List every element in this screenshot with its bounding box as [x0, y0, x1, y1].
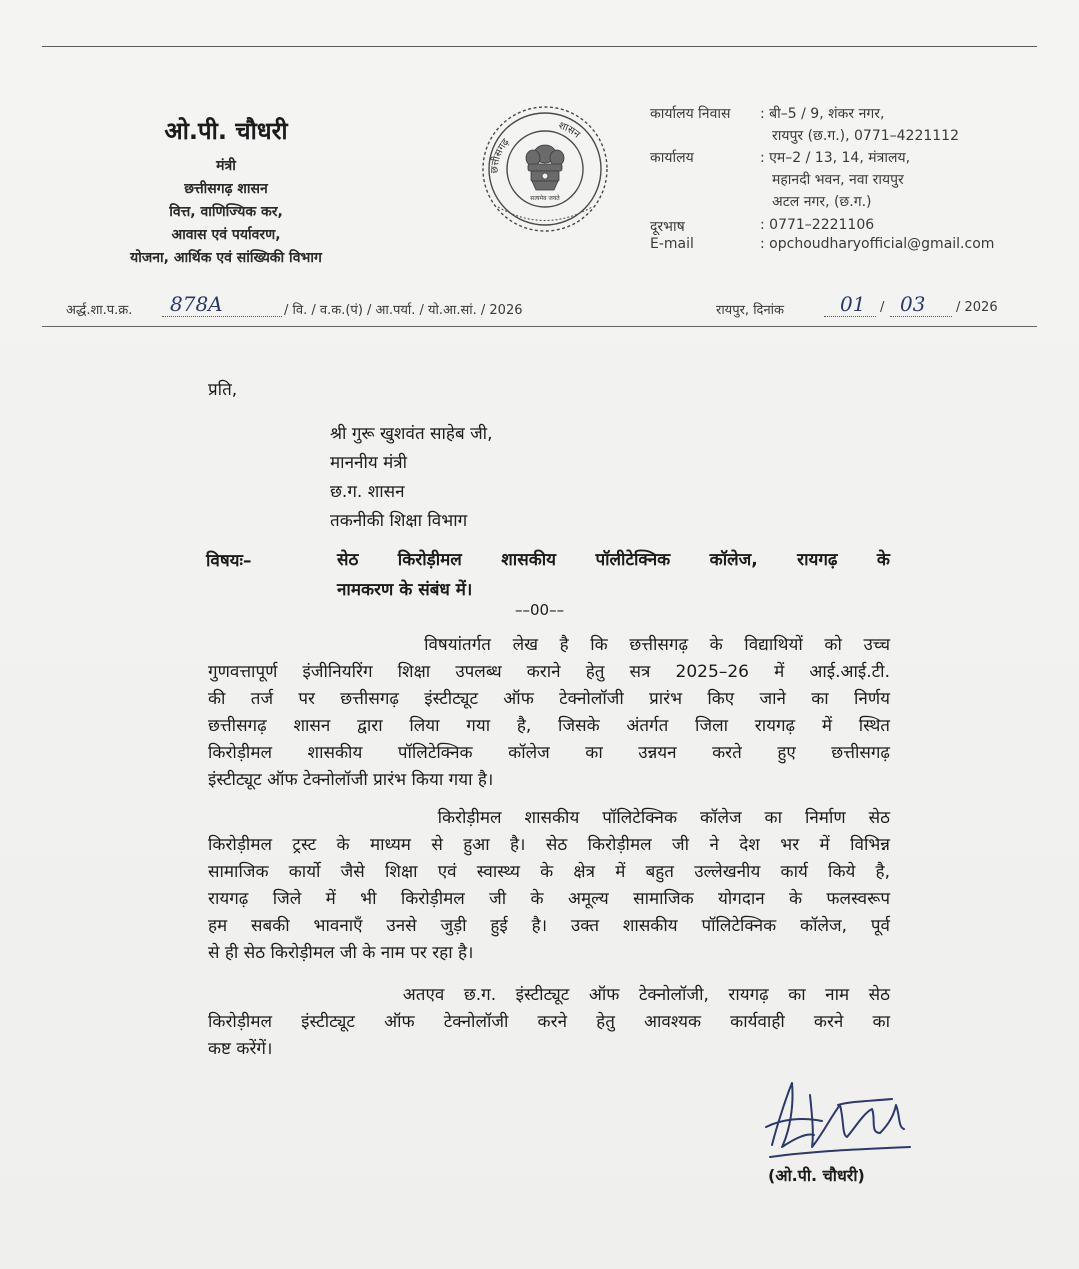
- paragraph-line: से ही सेठ किरोड़ीमल जी के नाम पर रहा है।: [208, 943, 474, 963]
- header-line-2: वित्त, वाणिज्यिक कर,: [169, 204, 283, 220]
- emblem-text-right: शासन: [556, 120, 582, 141]
- minister-name: ओ.पी. चौधरी: [164, 117, 288, 145]
- minister-designation: मंत्री: [216, 158, 236, 174]
- reference-number: 878A: [170, 292, 223, 316]
- salutation: प्रति,: [208, 380, 238, 400]
- emblem-text-left: छत्तीसगढ़: [489, 136, 512, 174]
- paragraph-line: किरोड़ीमल शासकीय पॉलिटेक्निक कॉलेज का उन्नयन करते हुए छत्तीसगढ़: [208, 743, 890, 763]
- paragraph-1: [208, 632, 890, 794]
- residence-line-1: : बी–5 / 9, शंकर नगर,: [760, 106, 885, 122]
- separator: ––00––: [515, 601, 565, 619]
- chhattisgarh-emblem-icon: [476, 102, 614, 236]
- subject-text: [337, 545, 890, 605]
- phone-number: : 0771–2221106: [760, 217, 875, 233]
- paragraph-line: रायगढ़ जिले में भी किरोड़ीमल जी के अमूल्य सामाजिक योगदान के फलस्वरूप: [208, 889, 890, 909]
- contact-block: [650, 104, 1060, 258]
- paragraph-2: [208, 805, 890, 967]
- addressee-line-1: श्री गुरू खुशवंत साहेब जी,: [330, 424, 493, 444]
- paragraph-line: की तर्ज पर छत्तीसगढ़ इंस्टीट्यूट ऑफ टेक्नोलॉजी प्रारंभ किए जाने का निर्णय: [208, 689, 890, 709]
- subject-label: विषयः–: [206, 551, 252, 571]
- addressee-line-3: छ.ग. शासन: [330, 482, 405, 502]
- paragraph-line: कष्ट करेंगें।: [208, 1039, 273, 1059]
- residence-line-2: रायपुर (छ.ग.), 0771–4221112: [772, 128, 960, 144]
- residence-label: कार्यालय निवास: [650, 106, 731, 122]
- reference-line: अर्द्ध.शा.प.क्र. 878A / वि. / व.क.(पं) / आ.पर्या. / यो.आ.सां. / 2026 रायपुर, दिनांक 01 / 03 / 2026: [66, 292, 998, 318]
- office-line-2: महानदी भवन, नवा रायपुर: [772, 172, 904, 188]
- header-line-4: योजना, आर्थिक एवं सांख्यिकी विभाग: [130, 250, 322, 266]
- office-line-1: : एम–2 / 13, 14, मंत्रालय,: [760, 150, 911, 166]
- paragraph-line: किरोड़ीमल शासकीय पॉलिटेक्निक कॉलेज का निर्माण सेठ: [208, 808, 890, 828]
- header-line-3: आवास एवं पर्यावरण,: [171, 227, 281, 243]
- email-address: : opchoudharyofficial@gmail.com: [760, 236, 995, 252]
- emblem-motto: सत्यमेव जयते: [530, 195, 560, 202]
- svg-text:छत्तीसगढ़: [489, 137, 512, 174]
- reference-suffix: / वि. / व.क.(पं) / आ.पर्या. / यो.आ.सां. / 2026: [284, 303, 523, 318]
- paragraph-3: [208, 982, 890, 1063]
- paragraph-line: अतएव छ.ग. इंस्टीट्यूट ऑफ टेक्नोलॉजी, रायगढ़ का नाम सेठ: [208, 985, 890, 1005]
- date-prefix: रायपुर, दिनांक: [716, 303, 785, 318]
- reference-prefix: अर्द्ध.शा.प.क्र.: [66, 303, 133, 318]
- paragraph-line: किरोड़ीमल इंस्टीट्यूट ऑफ टेक्नोलॉजी करने हेतु आवश्यक कार्यवाही करने का: [208, 1012, 890, 1032]
- paragraph-line: छत्तीसगढ़ शासन द्वारा लिया गया है, जिसके अंतर्गत जिला रायगढ़ में स्थित: [208, 716, 890, 736]
- paragraph-line: सामाजिक कार्यो जैसे शिक्षा एवं स्वास्थ्य के क्षेत्र में बहुत उल्लेखनीय कार्य किये है,: [208, 862, 890, 882]
- paragraph-line: गुणवत्तापूर्ण इंजीनियरिंग शिक्षा उपलब्ध कराने हेतु सत्र 2025–26 में आई.आई.टी.: [208, 662, 890, 682]
- date-month: 03: [900, 292, 926, 316]
- paragraph-line: हम सबकी भावनाएँ उनसे जुड़ी हुई है। उक्त शासकीय पॉलिटेक्निक कॉलेज, पूर्व: [208, 916, 890, 936]
- subject-line-2: नामकरण के संबंध में।: [337, 580, 473, 600]
- email-label: E-mail: [650, 236, 694, 252]
- handwritten-signature: [752, 1075, 912, 1175]
- addressee-block: [330, 420, 493, 536]
- minister-header: [62, 114, 390, 270]
- office-line-3: अटल नगर, (छ.ग.): [772, 194, 872, 210]
- subject-line-1: सेठ किरोड़ीमल शासकीय पॉलीटेक्निक कॉलेज, रायगढ़ के: [337, 550, 890, 570]
- top-divider: [42, 46, 1037, 47]
- signatory-name: (ओ.पी. चौधरी): [768, 1166, 865, 1185]
- reference-divider: [42, 326, 1037, 327]
- phone-label: दूरभाष: [650, 219, 685, 235]
- date-day: 01: [840, 292, 866, 316]
- header-line-1: छत्तीसगढ़ शासन: [184, 181, 268, 197]
- addressee-line-4: तकनीकी शिक्षा विभाग: [330, 511, 468, 531]
- addressee-line-2: माननीय मंत्री: [330, 453, 408, 473]
- paragraph-line: किरोड़ीमल ट्रस्ट के माध्यम से हुआ है। सेठ किरोड़ीमल जी ने देश भर में विभिन्न: [208, 835, 890, 855]
- date-year: / 2026: [956, 300, 998, 315]
- paragraph-line: इंस्टीट्यूट ऑफ टेक्नोलॉजी प्रारंभ किया गया है।: [208, 770, 494, 790]
- office-label: कार्यालय: [650, 150, 694, 166]
- paragraph-line: विषयांतर्गत लेख है कि छत्तीसगढ़ के विद्याथियों को उच्च: [208, 635, 890, 655]
